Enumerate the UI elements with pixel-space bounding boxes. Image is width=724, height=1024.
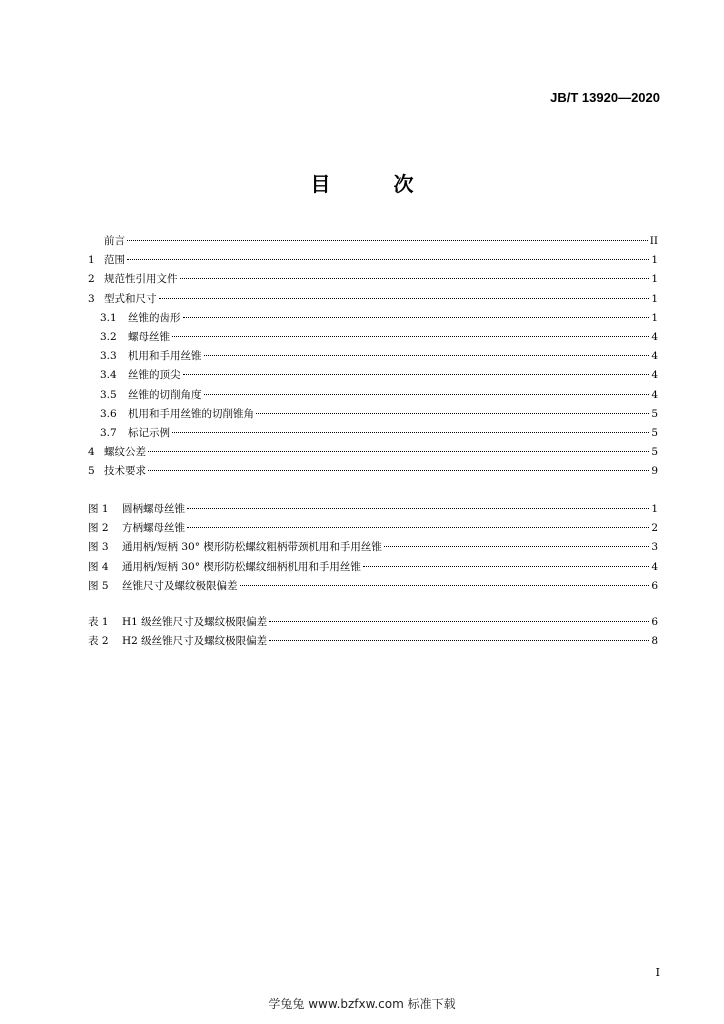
toc-entry[interactable] [88, 629, 658, 647]
toc-entry-number: 4 [88, 446, 95, 459]
dot-leader [187, 494, 649, 509]
toc-entry-label: H1 级丝锥尺寸及螺纹极限偏差 [122, 616, 268, 628]
toc-entry-number: 3.5 [100, 388, 117, 401]
toc-entry-page: 8 [651, 635, 658, 648]
toc-entry-number: 3.3 [100, 350, 117, 363]
toc-entry-number: 图 4 [88, 560, 109, 573]
toc-entry[interactable] [88, 459, 658, 477]
dot-leader [148, 456, 649, 471]
toc-entry-page: 5 [651, 427, 658, 439]
page-title: 目 次 [310, 172, 442, 196]
dot-leader [172, 322, 649, 337]
toc-entry-page: 1 [651, 254, 658, 267]
dot-leader [256, 399, 649, 414]
toc-entry-number: 图 5 [88, 579, 109, 592]
dot-leader [187, 513, 649, 528]
dot-leader [204, 341, 650, 356]
toc-entry-page: 5 [651, 446, 658, 459]
toc-entry-page: 4 [651, 560, 658, 573]
toc-entry-page: 6 [651, 616, 658, 628]
toc-entry-page: 5 [651, 407, 658, 420]
toc-entry-page: 4 [651, 369, 658, 382]
toc-entry-page: 3 [651, 541, 658, 554]
dot-leader [127, 245, 649, 260]
toc-entry-page: 1 [651, 292, 658, 305]
toc-entry[interactable] [88, 574, 658, 592]
toc-entry-label: 螺纹公差 [104, 446, 146, 459]
toc-entry-label: H2 级丝锥尺寸及螺纹极限偏差 [122, 635, 268, 648]
toc-entry-label: 通用柄/短柄 30° 楔形防松螺纹粗柄带颈机用和手用丝锥 [122, 541, 382, 554]
toc-entry-label: 前言 [104, 235, 125, 247]
page-number: I [655, 966, 660, 979]
dot-leader [183, 360, 650, 375]
dot-leader [183, 303, 650, 318]
toc-entry-label: 丝锥的齿形 [128, 311, 181, 324]
toc-entry-number: 5 [88, 465, 95, 478]
dot-leader [240, 571, 650, 586]
toc-entry-page: 4 [651, 350, 658, 363]
dot-leader [269, 607, 649, 622]
toc-entry-page: 6 [651, 579, 658, 592]
toc-entry-page: 1 [651, 503, 658, 515]
toc-entry-number: 表 1 [88, 616, 109, 628]
dot-leader [384, 532, 649, 547]
toc-entry-label: 机用和手用丝锥 [128, 350, 202, 363]
toc-entry-label: 规范性引用文件 [104, 273, 178, 286]
dot-leader [127, 226, 648, 241]
toc-entry-number: 图 1 [88, 503, 109, 515]
toc-entry-label: 机用和手用丝锥的切削锥角 [128, 407, 254, 420]
toc-entry-page: 4 [651, 388, 658, 401]
toc-entry-number: 3.4 [100, 369, 117, 382]
toc-entry-number: 图 2 [88, 522, 109, 535]
dot-leader [148, 437, 649, 452]
toc-entry-page: 4 [651, 331, 658, 343]
toc-entry-number: 3.1 [100, 311, 117, 324]
toc-entry-page: 1 [651, 311, 658, 324]
toc-entry-label: 技术要求 [104, 465, 146, 478]
toc-entry-page: 1 [651, 273, 658, 286]
toc-entry-label: 方柄螺母丝锥 [122, 522, 185, 535]
dot-leader [180, 264, 650, 279]
toc-entry-number: 3 [88, 292, 95, 305]
toc-entry-number: 表 2 [88, 635, 109, 648]
toc-entry-page: II [649, 235, 658, 247]
toc-entry-page: 2 [651, 522, 658, 535]
toc-entry-number: 3.6 [100, 407, 117, 420]
toc-entry-number: 图 3 [88, 541, 109, 554]
toc-entry-label: 型式和尺寸 [104, 292, 157, 305]
standard-code: JB/T 13920—2020 [550, 90, 660, 105]
watermark-text: 学兔兔 www.bzfxw.com 标准下载 [268, 997, 456, 1011]
dot-leader [363, 552, 649, 567]
toc-entry-number: 1 [88, 254, 95, 267]
toc-entry-label: 范围 [104, 254, 125, 267]
toc-entry-label: 标记示例 [128, 427, 170, 439]
toc-entry-number: 3.2 [100, 331, 117, 343]
toc-entry-label: 通用柄/短柄 30° 楔形防松螺纹细柄机用和手用丝锥 [122, 560, 361, 573]
dot-leader [172, 418, 649, 433]
dot-leader [269, 626, 649, 641]
toc-entry-label: 螺母丝锥 [128, 331, 170, 343]
toc-entry-label: 丝锥的顶尖 [128, 369, 181, 382]
dot-leader [159, 284, 650, 299]
toc-entry-number: 3.7 [100, 427, 117, 439]
toc-entry-page: 9 [651, 465, 658, 478]
toc-entry-label: 丝锥尺寸及螺纹极限偏差 [122, 579, 238, 592]
toc-entry-number: 2 [88, 273, 95, 286]
dot-leader [204, 380, 650, 395]
toc-entry-label: 丝锥的切削角度 [128, 388, 202, 401]
toc-entry-label: 圆柄螺母丝锥 [122, 503, 185, 515]
